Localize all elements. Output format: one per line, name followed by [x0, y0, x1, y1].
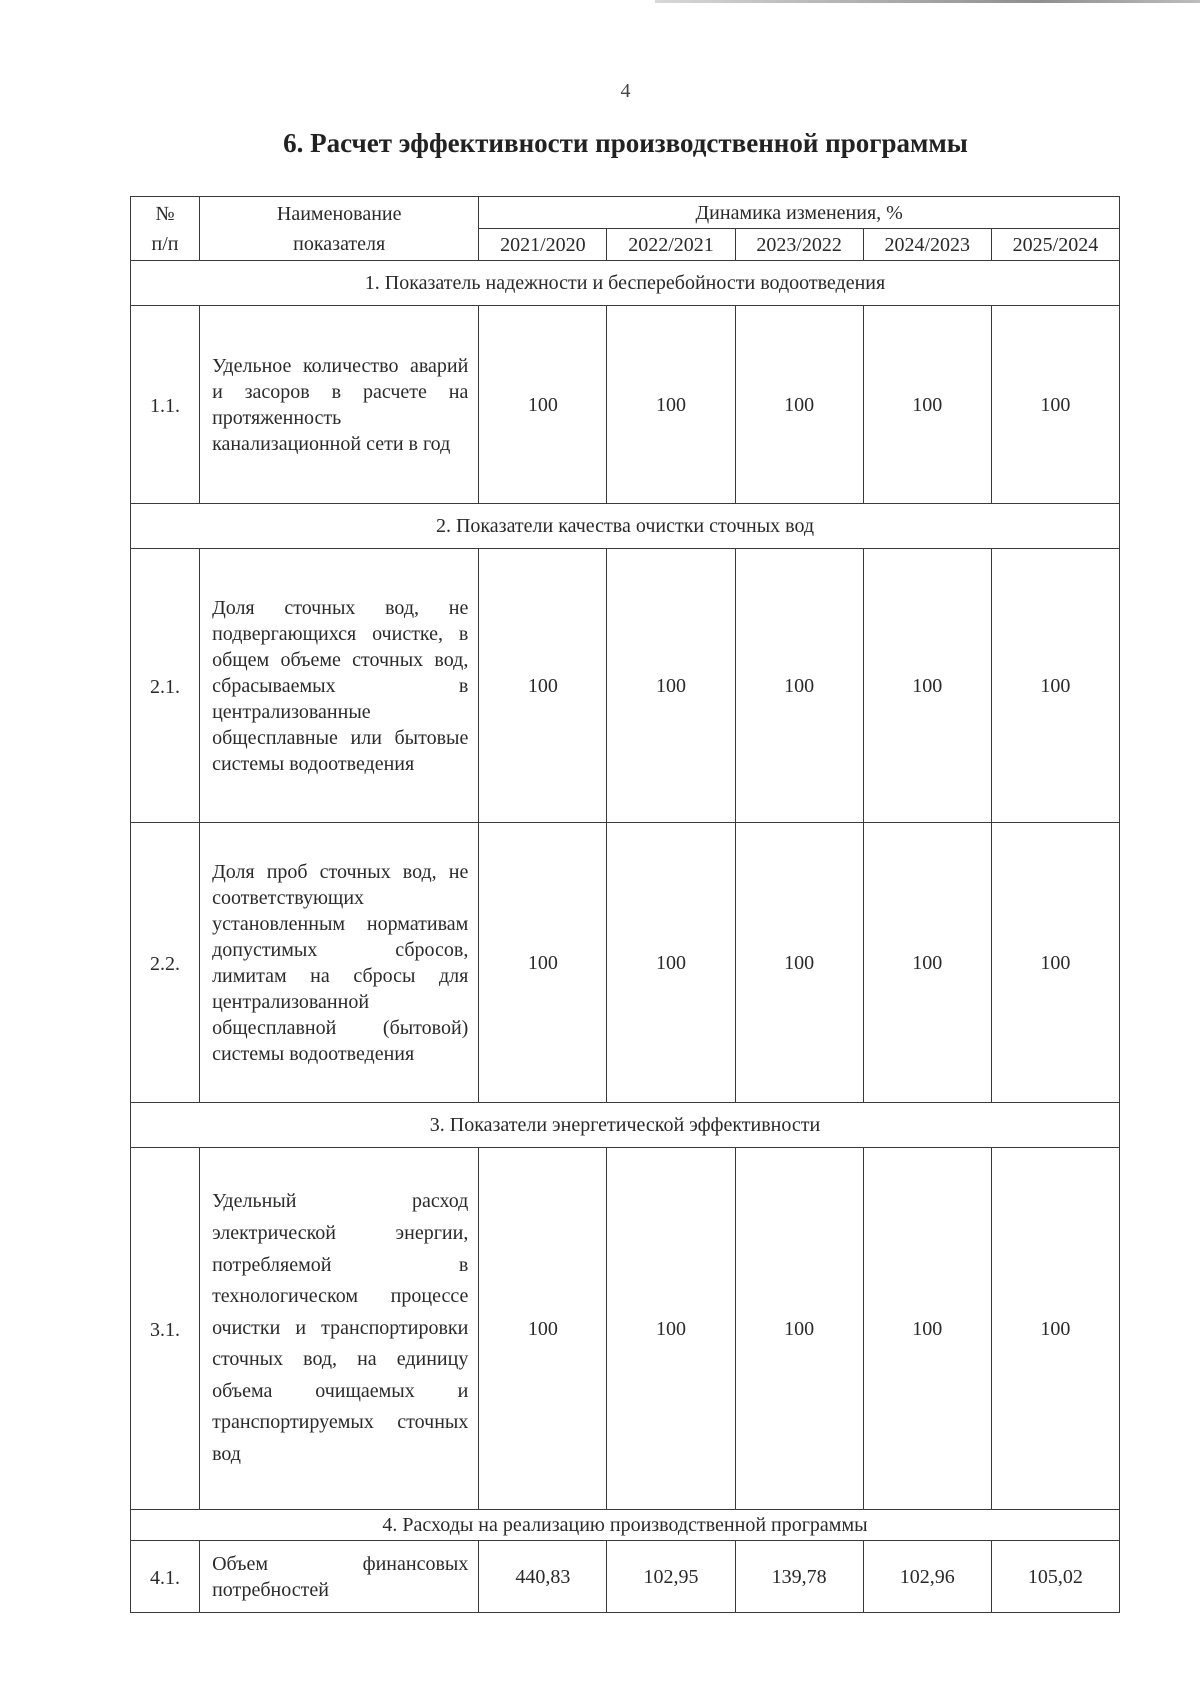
value-cell: 100: [735, 823, 863, 1103]
section-row: [131, 261, 1120, 306]
table-row: [131, 306, 1120, 504]
value-cell: 100: [863, 306, 991, 504]
value-cell: 100: [863, 1148, 991, 1510]
section-title: 2. Показатели качества очистки сточных вод: [131, 504, 1120, 549]
section-title: 4. Расходы на реализацию производственной программы: [131, 1510, 1120, 1541]
page-number: 4: [620, 80, 631, 102]
section-row: [131, 504, 1120, 549]
value-cell: 100: [479, 1148, 607, 1510]
header-year: 2025/2024: [991, 229, 1119, 261]
indicator-name: Удельное количество аварий и засоров в расчете на протяженность канализационной сети в год: [200, 306, 479, 504]
value-cell: 100: [735, 1148, 863, 1510]
indicator-name: Объем финансовых потребностей: [200, 1541, 479, 1613]
value-cell: 100: [991, 823, 1119, 1103]
scan-edge: [655, 0, 1200, 3]
header-number-line1: №: [155, 202, 175, 225]
section-row: [131, 1510, 1120, 1541]
value-cell: 100: [607, 1148, 735, 1510]
section-title: 1. Показатель надежности и бесперебойности водоотведения: [131, 261, 1120, 306]
value-cell: 100: [607, 306, 735, 504]
header-year: 2024/2023: [863, 229, 991, 261]
header-indicator-name: [200, 197, 479, 261]
row-number: 3.1.: [131, 1148, 200, 1510]
efficiency-table: [130, 196, 1120, 1613]
value-cell: 100: [607, 549, 735, 823]
row-number: 4.1.: [131, 1541, 200, 1613]
value-cell: 440,83: [479, 1541, 607, 1613]
value-cell: 102,95: [607, 1541, 735, 1613]
header-number-line2: п/п: [151, 232, 179, 255]
table-row: [131, 1148, 1120, 1510]
value-cell: 100: [479, 823, 607, 1103]
section-title: 3. Показатели энергетической эффективности: [131, 1103, 1120, 1148]
value-cell: 100: [735, 549, 863, 823]
header-year: 2021/2020: [479, 229, 607, 261]
table-row: [131, 823, 1120, 1103]
value-cell: 100: [479, 306, 607, 504]
indicator-name: Доля проб сточных вод, не соответствующих установленным нормативам допустимых сбросов, лимитам на сбросы для централизованной общесплавной (бытовой) системы водоотведения: [200, 823, 479, 1103]
value-cell: 100: [479, 549, 607, 823]
header-year: 2023/2022: [735, 229, 863, 261]
table-header-row: [131, 197, 1120, 229]
document-title: 6. Расчет эффективности производственной программы: [283, 128, 968, 158]
value-cell: 105,02: [991, 1541, 1119, 1613]
section-row: [131, 1103, 1120, 1148]
row-number: 2.2.: [131, 823, 200, 1103]
value-cell: 100: [607, 823, 735, 1103]
value-cell: 102,96: [863, 1541, 991, 1613]
header-name-line2: показателя: [293, 232, 386, 255]
value-cell: 100: [735, 306, 863, 504]
header-year: 2022/2021: [607, 229, 735, 261]
header-number: [131, 197, 200, 261]
value-cell: 100: [863, 823, 991, 1103]
table-row: [131, 1541, 1120, 1613]
row-number: 1.1.: [131, 306, 200, 504]
indicator-name: Удельный расход электрической энергии, потребляемой в технологическом процессе очистки и транспортировки сточных вод, на единицу объема очищаемых и транспортируемых сточных вод: [200, 1148, 479, 1510]
header-dynamics: Динамика изменения, %: [479, 197, 1120, 229]
indicator-name: Доля сточных вод, не подвергающихся очистке, в общем объеме сточных вод, сбрасываемых в централизованные общесплавные или бытовые системы водоотведения: [200, 549, 479, 823]
table-row: [131, 549, 1120, 823]
value-cell: 100: [991, 549, 1119, 823]
value-cell: 100: [991, 306, 1119, 504]
value-cell: 139,78: [735, 1541, 863, 1613]
value-cell: 100: [991, 1148, 1119, 1510]
value-cell: 100: [863, 549, 991, 823]
header-name-line1: Наименование: [276, 202, 402, 225]
row-number: 2.1.: [131, 549, 200, 823]
